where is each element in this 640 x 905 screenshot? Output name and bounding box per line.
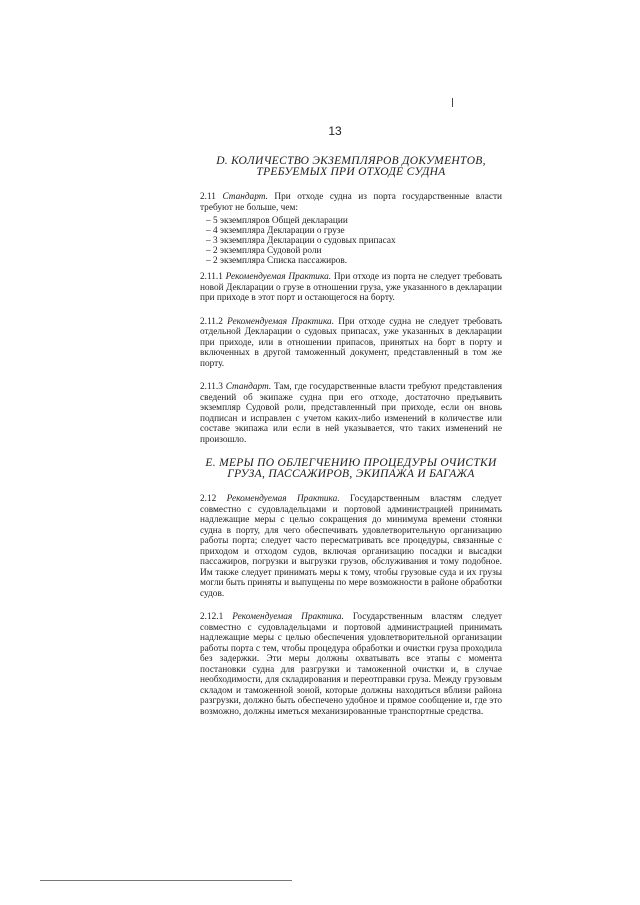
section-e-heading (200, 458, 502, 480)
paragraph-label: Рекомендуемая Практика. (226, 494, 340, 504)
paragraph-label: Рекомендуемая Практика. (232, 612, 344, 622)
paragraph-2-11 (200, 192, 502, 213)
section-d-heading-line1: D. КОЛИЧЕСТВО ЭКЗЕМПЛЯРОВ ДОКУМЕНТОВ, (216, 155, 486, 167)
paragraph-2-12 (200, 494, 502, 599)
list-item: – 2 экземпляра Судовой роли (206, 246, 502, 256)
paragraph-number: 2.11.2 (200, 316, 223, 327)
section-e-heading-line1: E. МЕРЫ ПО ОБЛЕГЧЕНИЮ ПРОЦЕДУРЫ ОЧИСТКИ (205, 457, 497, 469)
paragraph-2-12-1 (200, 612, 502, 717)
paragraph-label: Рекомендуемая Практика. (225, 272, 332, 282)
list-item: – 3 экземпляра Декларации о судовых припасах (206, 236, 502, 246)
paragraph-label: Стандарт. (222, 192, 268, 202)
paragraph-2-11-2 (200, 317, 502, 370)
page-content (200, 150, 502, 730)
paragraph-2-11-1 (200, 272, 502, 304)
paragraph-number: 2.12.1 (200, 612, 224, 622)
scan-mark (452, 98, 453, 107)
list-item: – 5 экземпляров Общей декларации (206, 216, 502, 226)
paragraph-number: 2.11.1 (200, 272, 223, 282)
paragraph-number: 2.11 (200, 192, 216, 202)
paragraph-number: 2.12 (200, 494, 217, 504)
paragraph-text: При отходе судна не следует требовать отдельной Декларации о судовых припасах, уже указанных в декларации при приходе, или в отношении припасов, принятых на борт в порту и включенных в другой таможенный документ, представленный в том же порту. (200, 316, 502, 369)
page-number: 13 (328, 124, 342, 138)
section-e-heading-line2: ГРУЗА, ПАССАЖИРОВ, ЭКИПАЖА И БАГАЖА (227, 468, 475, 480)
footer-divider (40, 880, 292, 881)
list-item: – 2 экземпляра Списка пассажиров. (206, 256, 502, 266)
paragraph-text: Государственным властям следует совместно с судовладельцами и портовой администрацией принимать надлежащие меры с целью сокращения до минимума времени стоянки судна в порту, для чего обеспечивать удовлетворительную организацию работы порта; следует часто пересматривать все процедуры, связанные с приходом и отходом судов, включая организацию посадки и высадки пассажиров, погрузки и выгрузки грузов, обслуживания и тому подобное. Им также следует принимать меры к тому, чтобы грузовые суда и их грузы могли быть приняты и выпущены по мере возможности в районе обработки судов. (200, 494, 502, 599)
section-d-heading-line2: ТРЕБУЕМЫХ ПРИ ОТХОДЕ СУДНА (256, 166, 446, 178)
paragraph-text: При отходе судна из порта государственные власти требуют не больше, чем: (200, 192, 503, 213)
list-item: – 4 экземпляра Декларации о грузе (206, 226, 502, 236)
paragraph-number: 2.11.3 (200, 382, 223, 392)
paragraph-label: Стандарт. (225, 382, 272, 392)
paragraph-2-11-3 (200, 382, 502, 445)
section-d-heading (200, 156, 502, 178)
paragraph-label: Рекомендуемая Практика. (227, 316, 335, 327)
paragraph-text: Там, где государственные власти требуют представления сведений об экипаже судна при его отходе, достаточно предъявить экземпляр Судовой роли, представленный при приходе, если он вновь подписан и исправлен с учетом каких-либо изменений в количестве или составе экипажа или если в ней указывается, что таких изменений не произошло. (200, 382, 502, 445)
paragraph-text: При отходе из порта не следует требовать новой Декларации о грузе в отношении груза, уже указанного в декларации при приходе в этот порт и остающегося на борту. (200, 272, 503, 303)
paragraph-text: Государственным властям следует совместно с судовладельцами и портовой администрацией принимать надлежащие меры с целью обеспечения удовлетворительной организации работы порта с тем, чтобы процедура обработки и очистки груза проходила без задержки. Эти меры должны охватывать все этапы с момента постановки судна для разгрузки и таможенной очистки и, в случае необходимости, для складирования и переотправки груза. Между грузовым складом и таможенной зоной, которые должны находиться вблизи района разгрузки, должно быть обеспечено удобное и прямое сообщение и, где это возможно, должны иметься механизированные транспортные средства. (200, 612, 502, 717)
document-count-list (206, 216, 502, 266)
